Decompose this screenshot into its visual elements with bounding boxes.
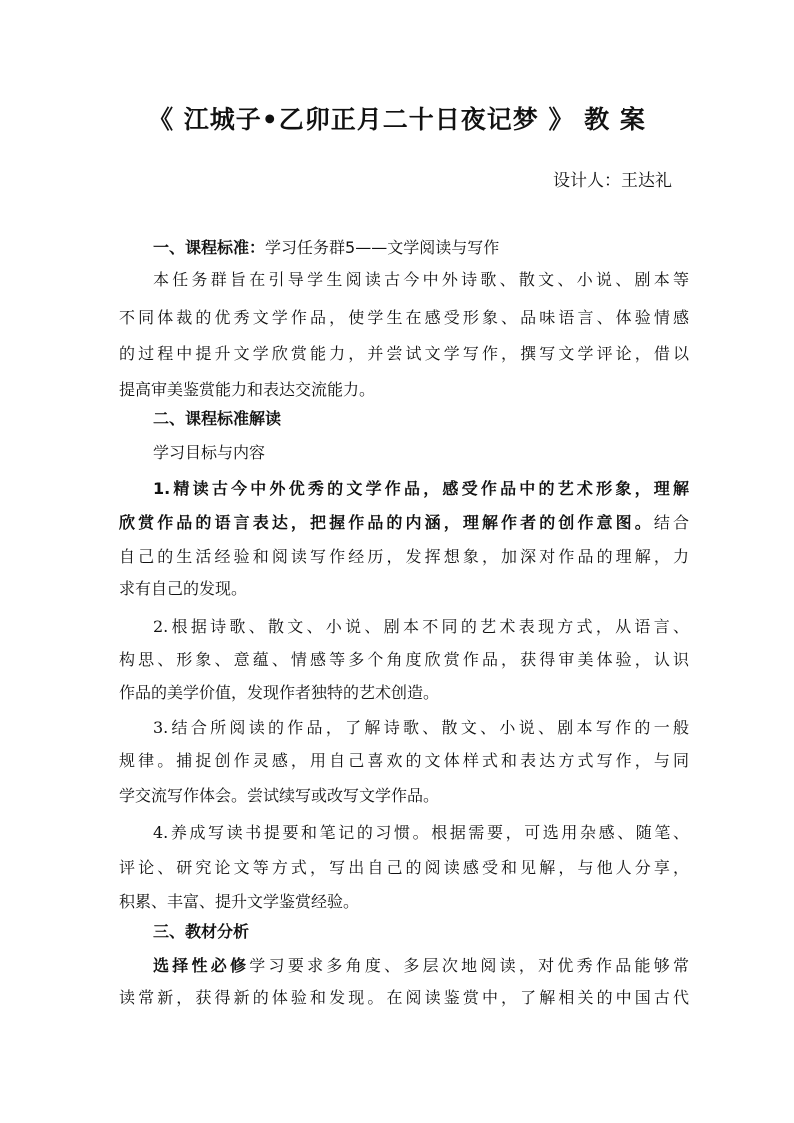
section1-body-line: 不同体裁的优秀文学作品，使学生在感受形象、品味语言、体验情感 (119, 308, 689, 327)
item3-line: 规律。捕捉创作灵感，用自己喜欢的文体样式和表达方式写作，与同 (119, 751, 689, 770)
item1-line: 自己的生活经验和阅读写作经历，发挥想象，加深对作品的理解，力 (119, 547, 689, 566)
item2-line: 构思、形象、意蕴、情感等多个角度欣赏作品，获得审美体验，认识 (119, 650, 689, 669)
item1-line (153, 478, 689, 500)
section3-line (153, 955, 689, 977)
item4-line: 评论、研究论文等方式，写出自己的阅读感受和见解，与他人分享， (119, 858, 689, 877)
item2-line: 2.根据诗歌、散文、小说、剧本不同的艺术表现方式，从语言、 (153, 617, 689, 636)
section1-body-line: 提高审美鉴赏能力和表达交流能力。 (119, 380, 376, 399)
section1-body-line: 本任务群旨在引导学生阅读古今中外诗歌、散文、小说、剧本等 (153, 270, 689, 289)
section3-heading: 三、教材分析 (153, 922, 250, 941)
item1-bold-line1: 1.精读古今中外优秀的文学作品，感受作品中的艺术形象，理解 (153, 479, 689, 498)
item2-line: 作品的美学价值，发现作者独特的艺术创造。 (119, 683, 440, 702)
item4-line: 积累、丰富、提升文学鉴赏经验。 (119, 892, 360, 911)
section2-subheading: 学习目标与内容 (153, 443, 266, 462)
item3-line: 学交流写作体会。尝试续写或改写文学作品。 (119, 786, 440, 805)
item3-line: 3.结合所阅读的作品，了解诗歌、散文、小说、剧本写作的一般 (153, 718, 689, 737)
section2-heading: 二、课程标准解读 (153, 409, 282, 428)
section1-body-line: 的过程中提升文学欣赏能力，并尝试文学写作，撰写文学评论，借以 (119, 344, 689, 363)
item1-line2-rest: 结合 (653, 513, 689, 532)
item1-bold-line2: 欣赏作品的语言表达，把握作品的内涵，理解作者的创作意图。 (119, 513, 654, 532)
item1-line: 求有自己的发现。 (119, 579, 248, 598)
section3-line: 读常新，获得新的体验和发现。在阅读鉴赏中，了解相关的中国古代 (119, 988, 689, 1007)
author-line: 设计人：王达礼 (553, 171, 672, 191)
item1-line (119, 512, 689, 534)
section1-heading: 一、课程标准： (153, 238, 266, 257)
section1-heading-value: 学习任务群5——文学阅读与写作 (265, 238, 500, 257)
section3-bold-lead: 选择性必修 (153, 956, 250, 975)
item4-line: 4.养成写读书提要和笔记的习惯。根据需要，可选用杂感、随笔、 (153, 823, 689, 842)
page-title: 《 江城子•乙卯正月二十日夜记梦 》 教 案 (148, 105, 646, 134)
section3-line1-rest: 学习要求多角度、多层次地阅读，对优秀作品能够常 (249, 956, 689, 975)
section1-heading-line (153, 237, 689, 259)
